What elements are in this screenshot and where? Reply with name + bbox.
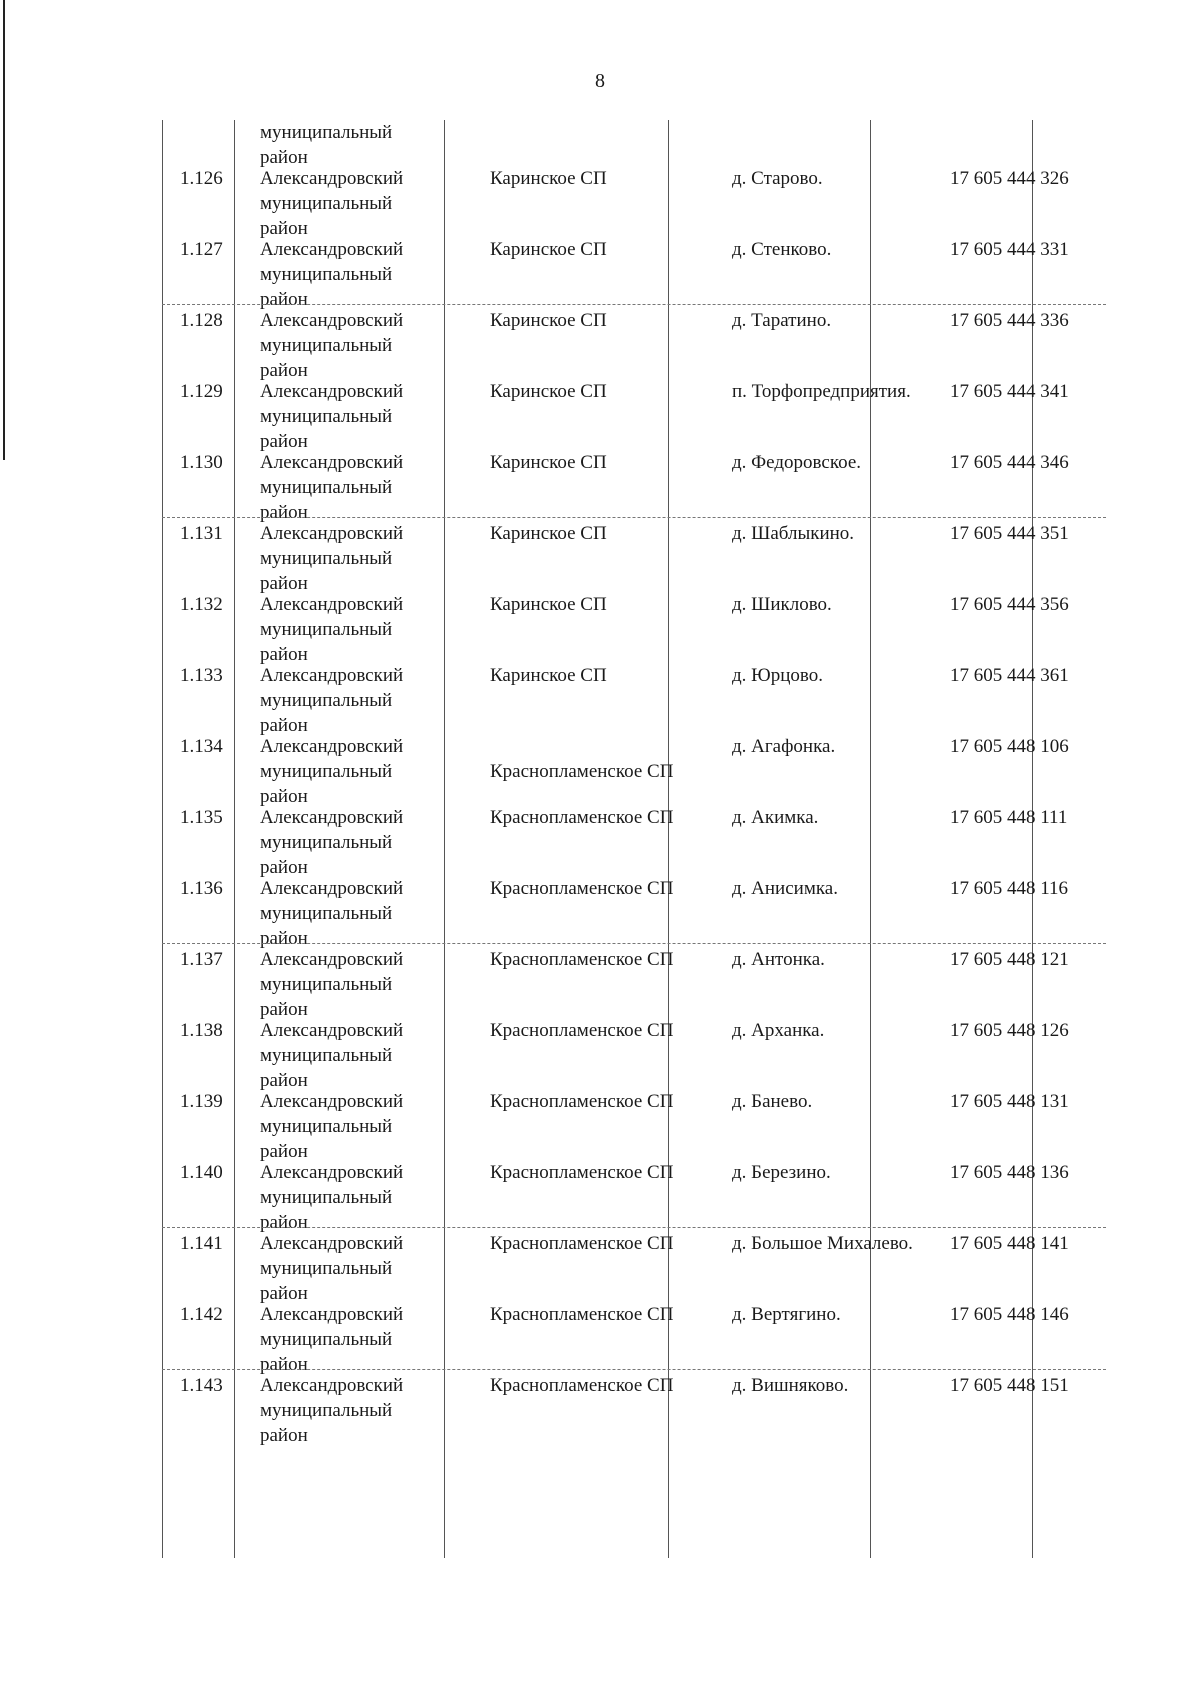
- district-line: муниципальный: [260, 1400, 393, 1421]
- locality-cell: д. Юрцово.: [732, 665, 823, 686]
- district-line: Александровский: [260, 878, 404, 899]
- district-line: Александровский: [260, 665, 404, 686]
- district-line: Александровский: [260, 1375, 404, 1396]
- settlement-cell: Каринское СП: [490, 452, 607, 473]
- district-line: муниципальный: [260, 903, 393, 924]
- settlement-cell: Каринское СП: [490, 381, 607, 402]
- table-row: [162, 1089, 1106, 1165]
- district-line: район: [260, 289, 308, 310]
- table-row: [162, 1160, 1106, 1236]
- district-line: Александровский: [260, 949, 404, 970]
- settlement-cell: Каринское СП: [490, 310, 607, 331]
- locality-cell: д. Вишняково.: [732, 1375, 849, 1396]
- district-line: Александровский: [260, 807, 404, 828]
- oktmo-code-cell: 17 605 448 151: [950, 1375, 1069, 1396]
- district-line: муниципальный: [260, 406, 393, 427]
- table-row: [162, 237, 1106, 313]
- oktmo-code-cell: 17 605 448 116: [950, 878, 1069, 899]
- row-separator: [162, 304, 1106, 305]
- table-row: [162, 450, 1106, 526]
- locality-cell: д. Шиклово.: [732, 594, 832, 615]
- table-row: [162, 1302, 1106, 1378]
- district-cell: [260, 1160, 460, 1235]
- district-line: муниципальный: [260, 264, 393, 285]
- table-row: [162, 805, 1106, 881]
- district-line: район: [260, 1354, 308, 1375]
- row-number: 1.134: [180, 736, 223, 757]
- district-line: муниципальный: [260, 548, 393, 569]
- district-line: район: [260, 715, 308, 736]
- district-line: Александровский: [260, 1020, 404, 1041]
- table-row: [162, 521, 1106, 597]
- district-line: муниципальный: [260, 1258, 393, 1279]
- district-line: район: [260, 1283, 308, 1304]
- row-number: 1.128: [180, 310, 223, 331]
- oktmo-code-cell: 17 605 448 141: [950, 1233, 1069, 1254]
- locality-cell: д. Таратино.: [732, 310, 832, 331]
- district-cell: [260, 1302, 460, 1377]
- settlement-cell: Краснопламенское СП: [490, 949, 674, 970]
- district-line: муниципальный: [260, 761, 393, 782]
- settlements-table: [162, 120, 1106, 1558]
- table-row: [162, 734, 1106, 810]
- district-cell: [260, 592, 460, 667]
- oktmo-code-cell: 17 605 444 326: [950, 168, 1069, 189]
- row-number: 1.126: [180, 168, 223, 189]
- row-separator: [162, 1369, 1106, 1370]
- oktmo-code-cell: 17 605 448 126: [950, 1020, 1069, 1041]
- district-line: район: [260, 1141, 308, 1162]
- settlement-cell: Каринское СП: [490, 665, 607, 686]
- district-cell: [260, 308, 460, 383]
- settlement-cell: Краснопламенское СП: [490, 1304, 674, 1325]
- locality-cell: д. Старово.: [732, 168, 823, 189]
- continued-district-text: муниципальный район: [260, 122, 393, 168]
- district-cell: [260, 450, 460, 525]
- district-cell: [260, 237, 460, 312]
- settlement-cell: Каринское СП: [490, 239, 607, 260]
- table-row: [162, 1373, 1106, 1449]
- locality-cell: д. Акимка.: [732, 807, 819, 828]
- table-row: [162, 592, 1106, 668]
- locality-cell: д. Федоровское.: [732, 452, 862, 473]
- settlement-cell: Краснопламенское СП: [490, 761, 674, 782]
- row-number: 1.140: [180, 1162, 223, 1183]
- district-line: муниципальный: [260, 1045, 393, 1066]
- district-line: Александровский: [260, 1304, 404, 1325]
- district-line: муниципальный: [260, 477, 393, 498]
- row-number: 1.129: [180, 381, 223, 402]
- district-line: Александровский: [260, 1233, 404, 1254]
- settlement-cell: Краснопламенское СП: [490, 1162, 674, 1183]
- row-separator: [162, 517, 1106, 518]
- locality-cell: д. Березино.: [732, 1162, 831, 1183]
- district-line: район: [260, 857, 308, 878]
- district-line: Александровский: [260, 381, 404, 402]
- settlement-cell: Краснопламенское СП: [490, 807, 674, 828]
- table-row: [162, 379, 1106, 455]
- row-number: 1.130: [180, 452, 223, 473]
- table-row: [162, 947, 1106, 1023]
- district-line: муниципальный: [260, 193, 393, 214]
- district-cell: [260, 1373, 460, 1448]
- district-line: Александровский: [260, 310, 404, 331]
- district-line: район: [260, 928, 308, 949]
- row-number: 1.133: [180, 665, 223, 686]
- oktmo-code-cell: 17 605 448 131: [950, 1091, 1069, 1112]
- row-number: 1.143: [180, 1375, 223, 1396]
- district-line: район: [260, 1425, 308, 1446]
- district-cell: [260, 166, 460, 241]
- oktmo-code-cell: 17 605 448 136: [950, 1162, 1069, 1183]
- district-line: район: [260, 999, 308, 1020]
- district-line: муниципальный: [260, 974, 393, 995]
- district-line: район: [260, 218, 308, 239]
- district-cell: [260, 876, 460, 951]
- district-cell: [260, 379, 460, 454]
- district-line: муниципальный: [260, 690, 393, 711]
- district-line: Александровский: [260, 523, 404, 544]
- table-row: [162, 308, 1106, 384]
- locality-cell: д. Шаблыкино.: [732, 523, 855, 544]
- continued-district-cell: [260, 120, 392, 170]
- district-line: район: [260, 786, 308, 807]
- district-line: Александровский: [260, 1091, 404, 1112]
- district-line: муниципальный: [260, 1187, 393, 1208]
- oktmo-code-cell: 17 605 444 346: [950, 452, 1069, 473]
- oktmo-code-cell: 17 605 444 361: [950, 665, 1069, 686]
- row-number: 1.139: [180, 1091, 223, 1112]
- district-cell: [260, 1089, 460, 1164]
- oktmo-code-cell: 17 605 444 351: [950, 523, 1069, 544]
- district-line: район: [260, 360, 308, 381]
- locality-cell: д. Антонка.: [732, 949, 825, 970]
- settlement-cell: Краснопламенское СП: [490, 878, 674, 899]
- oktmo-code-cell: 17 605 448 146: [950, 1304, 1069, 1325]
- oktmo-code-cell: 17 605 448 106: [950, 736, 1069, 757]
- locality-cell: д. Вертягино.: [732, 1304, 841, 1325]
- settlement-cell: Краснопламенское СП: [490, 1375, 674, 1396]
- district-line: муниципальный: [260, 335, 393, 356]
- table-row: [162, 1018, 1106, 1094]
- page-number: 8: [595, 70, 605, 92]
- district-line: район: [260, 573, 308, 594]
- district-line: район: [260, 431, 308, 452]
- district-line: Александровский: [260, 168, 404, 189]
- district-cell: [260, 663, 460, 738]
- locality-cell: д. Анисимка.: [732, 878, 838, 899]
- district-line: Александровский: [260, 594, 404, 615]
- locality-cell: д. Арханка.: [732, 1020, 825, 1041]
- district-line: Александровский: [260, 736, 404, 757]
- district-cell: [260, 947, 460, 1022]
- row-number: 1.136: [180, 878, 223, 899]
- district-line: муниципальный: [260, 619, 393, 640]
- settlement-cell: Краснопламенское СП: [490, 1020, 674, 1041]
- district-line: Александровский: [260, 1162, 404, 1183]
- locality-cell: д. Банево.: [732, 1091, 813, 1112]
- settlement-cell: Каринское СП: [490, 168, 607, 189]
- district-line: муниципальный: [260, 1116, 393, 1137]
- district-line: Александровский: [260, 452, 404, 473]
- settlement-cell: Краснопламенское СП: [490, 1233, 674, 1254]
- locality-cell: д. Большое Михалево.: [732, 1233, 913, 1254]
- district-cell: [260, 734, 460, 809]
- row-number: 1.142: [180, 1304, 223, 1325]
- district-cell: [260, 1018, 460, 1093]
- settlement-cell: Краснопламенское СП: [490, 1091, 674, 1112]
- oktmo-code-cell: 17 605 444 341: [950, 381, 1069, 402]
- oktmo-code-cell: 17 605 444 336: [950, 310, 1069, 331]
- row-number: 1.132: [180, 594, 223, 615]
- oktmo-code-cell: 17 605 448 111: [950, 807, 1068, 828]
- district-line: муниципальный: [260, 832, 393, 853]
- district-line: район: [260, 1070, 308, 1091]
- oktmo-code-cell: 17 605 444 356: [950, 594, 1069, 615]
- oktmo-code-cell: 17 605 448 121: [950, 949, 1069, 970]
- district-line: Александровский: [260, 239, 404, 260]
- row-number: 1.138: [180, 1020, 223, 1041]
- settlement-cell: Каринское СП: [490, 523, 607, 544]
- district-cell: [260, 521, 460, 596]
- oktmo-code-cell: 17 605 444 331: [950, 239, 1069, 260]
- locality-cell: д. Стенково.: [732, 239, 832, 260]
- locality-cell: п. Торфопредприятия.: [732, 381, 911, 402]
- row-separator: [162, 943, 1106, 944]
- district-line: район: [260, 502, 308, 523]
- row-number: 1.135: [180, 807, 223, 828]
- district-line: район: [260, 1212, 308, 1233]
- row-number: 1.127: [180, 239, 223, 260]
- locality-cell: д. Агафонка.: [732, 736, 836, 757]
- row-separator: [162, 1227, 1106, 1228]
- row-number: 1.141: [180, 1233, 223, 1254]
- district-line: муниципальный: [260, 1329, 393, 1350]
- district-cell: [260, 1231, 460, 1306]
- table-row: [162, 166, 1106, 242]
- district-cell: [260, 805, 460, 880]
- row-number: 1.131: [180, 523, 223, 544]
- scan-edge-mark: [3, 0, 5, 460]
- table-row: [162, 1231, 1106, 1307]
- table-row: [162, 663, 1106, 739]
- table-row: [162, 876, 1106, 952]
- district-line: район: [260, 644, 308, 665]
- row-number: 1.137: [180, 949, 223, 970]
- settlement-cell: Каринское СП: [490, 594, 607, 615]
